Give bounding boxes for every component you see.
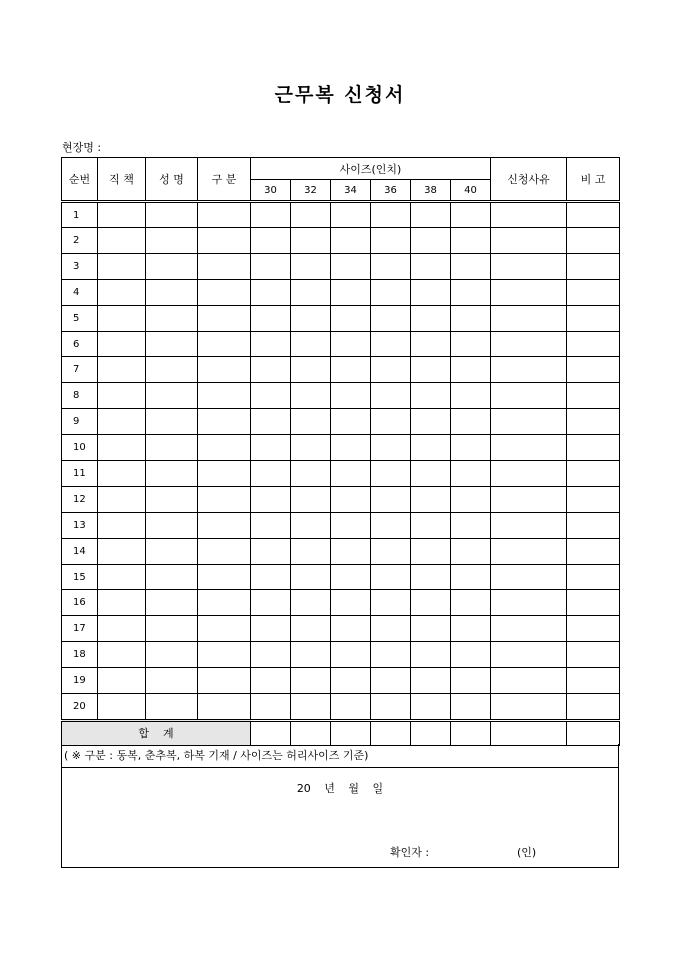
table-cell[interactable] [451,357,491,383]
table-cell[interactable] [98,253,146,279]
table-cell[interactable] [371,331,411,357]
table-cell[interactable] [331,616,371,642]
confirmer-label: 확인자 : [390,846,430,859]
table-cell[interactable] [411,538,451,564]
table-cell[interactable] [291,668,331,694]
table-cell[interactable] [411,486,451,512]
row-number: 8 [62,383,98,409]
table-cell[interactable] [567,694,620,721]
table-cell[interactable] [98,512,146,538]
table-cell[interactable] [491,486,567,512]
total-cell[interactable] [331,720,371,745]
table-cell[interactable] [98,357,146,383]
table-cell[interactable] [451,228,491,254]
table-cell[interactable] [451,383,491,409]
table-cell[interactable] [331,564,371,590]
table-cell[interactable] [567,616,620,642]
table-cell[interactable] [291,590,331,616]
table-cell[interactable] [251,512,291,538]
table-cell[interactable] [451,694,491,721]
table-cell[interactable] [98,279,146,305]
table-cell[interactable] [567,512,620,538]
table-cell[interactable] [491,694,567,721]
table-cell[interactable] [567,564,620,590]
table-cell[interactable] [146,512,198,538]
table-cell[interactable] [331,538,371,564]
table-cell[interactable] [491,409,567,435]
table-cell[interactable] [98,228,146,254]
table-cell[interactable] [411,461,451,487]
table-cell[interactable] [491,228,567,254]
table-cell[interactable] [198,383,251,409]
table-cell[interactable] [491,357,567,383]
table-cell[interactable] [98,694,146,721]
table-cell[interactable] [451,331,491,357]
row-number: 7 [62,357,98,383]
table-cell[interactable] [251,228,291,254]
total-cell[interactable] [411,720,451,745]
table-row [62,486,620,512]
table-row [62,461,620,487]
table-row [62,590,620,616]
table-cell[interactable] [451,668,491,694]
table-cell[interactable] [331,357,371,383]
table-cell[interactable] [567,202,620,228]
header-size-40: 40 [451,180,491,202]
table-cell[interactable] [411,383,451,409]
table-cell[interactable] [411,590,451,616]
table-cell[interactable] [251,357,291,383]
table-cell[interactable] [251,383,291,409]
table-cell[interactable] [146,486,198,512]
table-cell[interactable] [251,590,291,616]
header-size-36: 36 [371,180,411,202]
header-name: 성 명 [146,158,198,202]
table-cell[interactable] [491,461,567,487]
table-cell[interactable] [291,253,331,279]
table-cell[interactable] [371,590,411,616]
table-cell[interactable] [491,564,567,590]
table-cell[interactable] [371,202,411,228]
table-cell[interactable] [411,616,451,642]
table-cell[interactable] [291,202,331,228]
table-row [62,305,620,331]
table-cell[interactable] [331,409,371,435]
table-cell[interactable] [491,590,567,616]
table-cell[interactable] [146,590,198,616]
uniform-request-table [61,157,620,746]
table-cell[interactable] [291,331,331,357]
table-cell[interactable] [291,228,331,254]
table-cell[interactable] [331,486,371,512]
table-cell[interactable] [371,305,411,331]
row-number: 12 [62,486,98,512]
table-cell[interactable] [411,357,451,383]
table-cell[interactable] [251,305,291,331]
table-cell[interactable] [411,512,451,538]
table-row [62,616,620,642]
table-cell[interactable] [491,668,567,694]
table-cell[interactable] [451,616,491,642]
table-cell[interactable] [251,461,291,487]
row-number: 13 [62,512,98,538]
table-cell[interactable] [198,668,251,694]
row-number: 14 [62,538,98,564]
table-cell[interactable] [567,331,620,357]
table-cell[interactable] [331,253,371,279]
table-cell[interactable] [491,331,567,357]
seal-label: (인) [517,846,537,859]
table-cell[interactable] [98,538,146,564]
total-cell[interactable] [491,720,567,745]
total-row [62,720,620,745]
total-cell[interactable] [451,720,491,745]
table-cell[interactable] [567,461,620,487]
table-cell[interactable] [146,694,198,721]
table-cell[interactable] [251,253,291,279]
row-number: 18 [62,642,98,668]
table-cell[interactable] [567,383,620,409]
table-cell[interactable] [251,616,291,642]
table-row [62,668,620,694]
table-cell[interactable] [251,409,291,435]
row-number: 11 [62,461,98,487]
table-cell[interactable] [371,253,411,279]
table-cell[interactable] [98,642,146,668]
row-number: 9 [62,409,98,435]
table-cell[interactable] [198,486,251,512]
table-cell[interactable] [567,305,620,331]
table-cell[interactable] [491,202,567,228]
table-cell[interactable] [98,564,146,590]
table-cell[interactable] [251,642,291,668]
table-cell[interactable] [371,228,411,254]
table-cell[interactable] [98,590,146,616]
table-cell[interactable] [251,202,291,228]
table-cell[interactable] [198,616,251,642]
row-number: 19 [62,668,98,694]
table-cell[interactable] [371,357,411,383]
table-cell[interactable] [291,694,331,721]
table-cell[interactable] [331,435,371,461]
date-line: 20 년 월 일 [296,782,384,795]
table-cell[interactable] [411,331,451,357]
table-cell[interactable] [146,331,198,357]
table-cell[interactable] [251,538,291,564]
table-cell[interactable] [411,228,451,254]
table-cell[interactable] [146,279,198,305]
table-cell[interactable] [567,486,620,512]
table-cell[interactable] [331,228,371,254]
table-cell[interactable] [198,253,251,279]
table-row [62,538,620,564]
header-remarks: 비 고 [567,158,620,202]
table-cell[interactable] [198,461,251,487]
table-cell[interactable] [371,694,411,721]
table-cell[interactable] [291,305,331,331]
table-cell[interactable] [567,228,620,254]
table-cell[interactable] [198,228,251,254]
table-cell[interactable] [491,616,567,642]
row-number: 17 [62,616,98,642]
table-cell[interactable] [371,616,411,642]
total-cell[interactable] [251,720,291,745]
table-cell[interactable] [198,409,251,435]
table-cell[interactable] [451,305,491,331]
table-row [62,435,620,461]
table-cell[interactable] [411,253,451,279]
table-row [62,564,620,590]
table-cell[interactable] [98,383,146,409]
table-cell[interactable] [198,694,251,721]
table-cell[interactable] [567,642,620,668]
table-cell[interactable] [198,564,251,590]
table-cell[interactable] [331,694,371,721]
table-cell[interactable] [251,279,291,305]
table-cell[interactable] [567,538,620,564]
header-reason: 신청사유 [491,158,567,202]
table-row [62,202,620,228]
table-cell[interactable] [411,409,451,435]
table-cell[interactable] [331,668,371,694]
table-cell[interactable] [371,512,411,538]
table-cell[interactable] [291,616,331,642]
table-cell[interactable] [451,461,491,487]
table-row [62,409,620,435]
table-cell[interactable] [251,331,291,357]
table-cell[interactable] [451,486,491,512]
table-cell[interactable] [198,435,251,461]
table-cell[interactable] [291,409,331,435]
table-cell[interactable] [451,512,491,538]
table-cell[interactable] [411,564,451,590]
table-cell[interactable] [98,486,146,512]
table-cell[interactable] [451,590,491,616]
table-cell[interactable] [98,409,146,435]
table-cell[interactable] [146,228,198,254]
table-cell[interactable] [291,357,331,383]
table-cell[interactable] [146,202,198,228]
table-cell[interactable] [98,331,146,357]
header-category: 구 분 [198,158,251,202]
table-cell[interactable] [198,279,251,305]
table-cell[interactable] [146,305,198,331]
table-cell[interactable] [331,202,371,228]
footer-box [61,744,619,868]
table-cell[interactable] [198,590,251,616]
table-cell[interactable] [331,512,371,538]
row-number: 10 [62,435,98,461]
total-label: 합 계 [62,720,251,745]
table-cell[interactable] [98,202,146,228]
table-cell[interactable] [491,642,567,668]
header-size-34: 34 [331,180,371,202]
table-cell[interactable] [146,383,198,409]
table-cell[interactable] [331,461,371,487]
header-size-32: 32 [291,180,331,202]
table-cell[interactable] [251,564,291,590]
table-cell[interactable] [451,253,491,279]
table-cell[interactable] [291,512,331,538]
table-cell[interactable] [98,435,146,461]
table-cell[interactable] [411,694,451,721]
table-cell[interactable] [146,642,198,668]
category-note: ( ※ 구분 : 동복, 춘추복, 하복 기재 / 사이즈는 허리사이즈 기준) [62,744,618,768]
table-cell[interactable] [567,668,620,694]
table-cell[interactable] [331,331,371,357]
row-number: 5 [62,305,98,331]
table-cell[interactable] [371,668,411,694]
row-number: 16 [62,590,98,616]
row-number: 1 [62,202,98,228]
table-cell[interactable] [491,435,567,461]
table-cell[interactable] [291,435,331,461]
table-cell[interactable] [411,202,451,228]
row-number: 2 [62,228,98,254]
table-cell[interactable] [291,383,331,409]
table-cell[interactable] [198,331,251,357]
table-cell[interactable] [411,435,451,461]
table-cell[interactable] [146,435,198,461]
table-cell[interactable] [291,461,331,487]
table-cell[interactable] [146,564,198,590]
table-row [62,228,620,254]
table-cell[interactable] [371,279,411,305]
row-number: 3 [62,253,98,279]
total-cell[interactable] [371,720,411,745]
table-cell[interactable] [371,435,411,461]
row-number: 6 [62,331,98,357]
row-number: 4 [62,279,98,305]
table-cell[interactable] [567,590,620,616]
table-cell[interactable] [567,253,620,279]
table-row [62,642,620,668]
table-cell[interactable] [371,486,411,512]
table-row [62,279,620,305]
table-cell[interactable] [98,668,146,694]
table-cell[interactable] [146,253,198,279]
row-number: 20 [62,694,98,721]
table-cell[interactable] [491,538,567,564]
table-cell[interactable] [567,435,620,461]
table-cell[interactable] [451,642,491,668]
table-cell[interactable] [198,202,251,228]
table-cell[interactable] [198,357,251,383]
table-cell[interactable] [251,668,291,694]
table-cell[interactable] [371,564,411,590]
table-cell[interactable] [146,461,198,487]
table-cell[interactable] [331,305,371,331]
table-cell[interactable] [451,435,491,461]
table-cell[interactable] [291,279,331,305]
table-cell[interactable] [491,383,567,409]
table-row [62,512,620,538]
table-cell[interactable] [491,305,567,331]
table-cell[interactable] [198,512,251,538]
table-cell[interactable] [98,305,146,331]
header-no: 순번 [62,158,98,202]
table-cell[interactable] [146,668,198,694]
header-size-30: 30 [251,180,291,202]
table-cell[interactable] [451,279,491,305]
table-cell[interactable] [98,461,146,487]
table-cell[interactable] [291,564,331,590]
header-size: 사이즈(인치) [251,158,491,180]
table-cell[interactable] [411,668,451,694]
table-row [62,694,620,721]
table-cell[interactable] [331,383,371,409]
table-cell[interactable] [251,435,291,461]
table-cell[interactable] [451,409,491,435]
table-cell[interactable] [411,642,451,668]
table-cell[interactable] [567,409,620,435]
table-cell[interactable] [146,616,198,642]
table-row [62,383,620,409]
table-cell[interactable] [411,279,451,305]
table-cell[interactable] [331,279,371,305]
table-cell[interactable] [567,279,620,305]
table-cell[interactable] [371,538,411,564]
header-size-38: 38 [411,180,451,202]
table-cell[interactable] [146,409,198,435]
table-cell[interactable] [371,642,411,668]
table-cell[interactable] [411,305,451,331]
table-cell[interactable] [291,486,331,512]
table-cell[interactable] [291,642,331,668]
table-cell[interactable] [98,616,146,642]
table-row [62,357,620,383]
table-cell[interactable] [331,642,371,668]
total-cell[interactable] [291,720,331,745]
table-cell[interactable] [291,538,331,564]
table-cell[interactable] [146,357,198,383]
table-row [62,331,620,357]
table-cell[interactable] [567,357,620,383]
row-number: 15 [62,564,98,590]
table-cell[interactable] [371,461,411,487]
document-title: 근무복 신청서 [274,84,406,106]
table-cell[interactable] [251,694,291,721]
site-name-label: 현장명 : [62,141,102,154]
table-cell[interactable] [451,538,491,564]
table-cell[interactable] [451,564,491,590]
header-position: 직 책 [98,158,146,202]
table-cell[interactable] [198,305,251,331]
table-cell[interactable] [491,512,567,538]
table-cell[interactable] [331,590,371,616]
table-cell[interactable] [451,202,491,228]
table-cell[interactable] [146,538,198,564]
table-cell[interactable] [251,486,291,512]
total-cell[interactable] [567,720,620,745]
table-cell[interactable] [491,279,567,305]
table-cell[interactable] [198,642,251,668]
table-cell[interactable] [371,383,411,409]
table-cell[interactable] [198,538,251,564]
table-cell[interactable] [491,253,567,279]
table-cell[interactable] [371,409,411,435]
table-row [62,253,620,279]
